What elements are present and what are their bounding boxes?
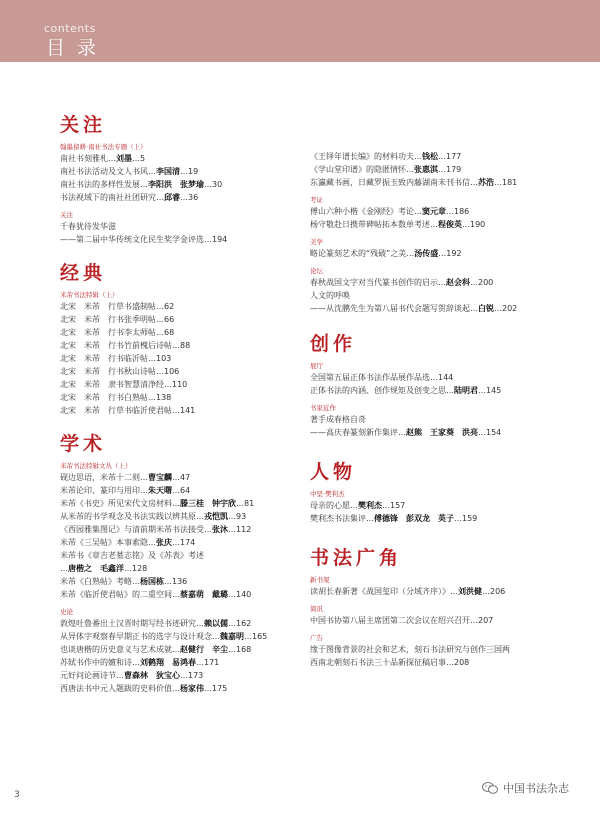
toc-entry xyxy=(60,669,298,682)
toc-entry xyxy=(310,247,550,260)
entry-title: 北宋 米芾 行书秋山诗帖… xyxy=(60,367,164,376)
toc-entry xyxy=(310,176,550,189)
section-subtitle: 中坚·樊利杰 xyxy=(310,490,345,498)
entry-title: 南社书法的多样性发展… xyxy=(60,180,148,189)
entry-title: 北宋 米芾 行书竹前槐后诗帖… xyxy=(60,341,180,350)
entry-title: ——第二届中华传统文化民生奖学金评选 xyxy=(60,235,204,244)
entry-title: 《学山堂印谱》的隐匿情怀… xyxy=(310,165,414,174)
toc-entry xyxy=(310,205,550,218)
toc-entry xyxy=(60,404,298,417)
entry-title: 缘于图像背景的社会和艺术，刻石书法研究与创作三国两 xyxy=(310,645,510,654)
toc-entry xyxy=(60,471,298,484)
toc-entry xyxy=(60,391,298,404)
entry-page: 144 xyxy=(438,373,454,382)
entry-title: 米芾论印、篆印与用印… xyxy=(60,486,148,495)
toc-entry xyxy=(60,617,298,630)
toc-entry xyxy=(60,365,298,378)
entry-author: 杨国栋 xyxy=(140,577,164,586)
toc-entry xyxy=(60,536,298,549)
toc-entry xyxy=(60,378,298,391)
entry-title: 《王铎年谱长编》的材料功夫… xyxy=(310,152,422,161)
entry-author: 陆明君 xyxy=(454,386,478,395)
entry-title: 北宋 米芾 行书临沂帖… xyxy=(60,354,156,363)
entry-page: 207 xyxy=(478,616,494,625)
contents-header-band xyxy=(0,0,600,62)
entry-author: 钱松 xyxy=(422,152,438,161)
section-subtitle: 论坛 xyxy=(310,267,323,275)
entry-page: …159 xyxy=(454,514,478,523)
entry-title: 南社书法活动及文人书风… xyxy=(60,167,156,176)
entry-author: 窦元章 xyxy=(422,207,446,216)
entry-page: …165 xyxy=(244,632,268,641)
entry-author: 杨家伟 xyxy=(180,684,204,693)
toc-entry xyxy=(60,339,298,352)
entry-title: 从米芾的书学观念及书法实践以辨其原… xyxy=(60,512,204,521)
entry-author: 程俊英 xyxy=(438,220,462,229)
toc-entry xyxy=(60,497,298,510)
toc-entry xyxy=(310,512,550,525)
entry-author: 戎恺凯 xyxy=(204,512,228,521)
entry-author: 刘墨 xyxy=(116,154,132,163)
entry-page: …145 xyxy=(478,386,502,395)
toc-entry xyxy=(60,523,298,536)
entry-author: 曹宝麟 xyxy=(148,473,172,482)
entry-title: 母亲的心愿… xyxy=(310,501,358,510)
entry-page: …200 xyxy=(470,278,494,287)
entry-title: 南社书刻雅札… xyxy=(60,154,116,163)
entry-author: 邱睿 xyxy=(164,193,180,202)
entry-title: 苏轼书作中的嬗和诗… xyxy=(60,658,140,667)
toc-entry xyxy=(310,163,550,176)
entry-title: 米芾《临沂使君帖》的二重空间… xyxy=(60,590,180,599)
entry-page: …162 xyxy=(228,619,252,628)
brand-watermark xyxy=(482,780,569,796)
toc-entry xyxy=(310,218,550,231)
toc-entry xyxy=(310,150,550,163)
section-subtitle: 简讯 xyxy=(310,605,323,613)
toc-entry xyxy=(310,289,550,302)
wechat-icon xyxy=(482,782,498,794)
toc-entry xyxy=(310,276,550,289)
page-number: 3 xyxy=(14,790,20,800)
toc-entry xyxy=(60,313,298,326)
section-subtitle: 广告 xyxy=(310,634,323,642)
entry-page: …177 xyxy=(438,152,462,161)
entry-author: 赵熊 王家葵 洪亮 xyxy=(406,428,478,437)
section-title: 人物 xyxy=(310,461,357,483)
contents-label-en: contents xyxy=(44,22,96,35)
entry-page: …140 xyxy=(228,590,252,599)
toc-right-column xyxy=(310,150,550,669)
entry-author: 樊利杰 xyxy=(358,501,382,510)
entry-title: 米芾《三吴帖》本事索隐… xyxy=(60,538,156,547)
entry-author: 赵健行 辛尘 xyxy=(180,645,228,654)
section-subtitle: 史论 xyxy=(60,608,73,616)
entry-page: 141 xyxy=(180,406,196,415)
entry-title: 元好问论画诗节… xyxy=(60,671,124,680)
entry-title: 砚边思语，米芾十二则… xyxy=(60,473,148,482)
toc-entry xyxy=(60,510,298,523)
toc-entry xyxy=(310,426,550,439)
entry-page: …190 xyxy=(462,220,486,229)
entry-author: 张沐 xyxy=(212,525,228,534)
entry-title: 春秋战国文字对当代篆书创作的启示… xyxy=(310,278,446,287)
toc-entry xyxy=(60,152,298,165)
entry-page: …154 xyxy=(478,428,502,437)
entry-title: 中国书协第八届主席团第二次会议在绍兴召开… xyxy=(310,616,478,625)
entry-author: 赖以儒 xyxy=(204,619,228,628)
entry-title: 《西园雅集图记》与清前期米芾书法接受… xyxy=(60,525,212,534)
contents-title: 目 录 xyxy=(46,37,100,59)
toc-entry xyxy=(60,656,298,669)
toc-entry xyxy=(60,562,298,575)
entry-page: 110 xyxy=(172,380,188,389)
entry-page: …186 xyxy=(446,207,470,216)
entry-author: 傅德锋 彭双龙 英子 xyxy=(374,514,454,523)
entry-page: …136 xyxy=(164,577,188,586)
entry-title: 北宋 米芾 隶书智慧清净经… xyxy=(60,380,172,389)
section-title: 书法广角 xyxy=(310,547,403,569)
entry-author: 张庆 xyxy=(156,538,172,547)
entry-page: …157 xyxy=(382,501,406,510)
entry-title: ——高庆春篆刻新作集评… xyxy=(310,428,406,437)
entry-page: …206 xyxy=(482,587,506,596)
toc-entry xyxy=(60,630,298,643)
entry-title: ——从沈鹏先生为第八届书代会题写贺辞谈起… xyxy=(310,304,478,313)
section-subtitle: 展厅 xyxy=(310,362,323,370)
entry-author: 李阳洪 张梦瑜 xyxy=(148,180,204,189)
entry-page: …81 xyxy=(236,499,255,508)
entry-page: …174 xyxy=(172,538,196,547)
entry-author: 白锐 xyxy=(478,304,494,313)
entry-author: 赵会科 xyxy=(446,278,470,287)
toc-entry xyxy=(60,484,298,497)
entry-author: 刘洪健 xyxy=(458,587,482,596)
entry-title: 著手成春格自奇 xyxy=(310,415,366,424)
entry-page: 208 xyxy=(454,658,470,667)
toc-entry xyxy=(60,191,298,204)
entry-title: 西南北朝刻石书法三十品新探征稿启事… xyxy=(310,658,454,667)
section-title: 经典 xyxy=(60,262,107,284)
entry-title: 北宋 米芾 行书白熟帖… xyxy=(60,393,156,402)
section-subtitle: 美学 xyxy=(310,238,323,246)
toc-entry xyxy=(60,300,298,313)
entry-author: 刘鹤翔 易鸿春 xyxy=(140,658,196,667)
entry-page: …168 xyxy=(228,645,252,654)
entry-title: 北宋 米芾 行书李太师帖… xyxy=(60,328,164,337)
entry-page: 88 xyxy=(180,341,191,350)
section-subtitle: 关注 xyxy=(60,211,73,219)
section-subtitle: 米芾书法特辑文丛（上） xyxy=(60,462,132,470)
toc-entry xyxy=(60,165,298,178)
toc-entry xyxy=(60,220,298,233)
entry-title: … xyxy=(60,564,68,573)
entry-page: 106 xyxy=(164,367,180,376)
entry-page: …112 xyxy=(228,525,252,534)
entry-title: 傅山六种小楷《金刚经》考论… xyxy=(310,207,422,216)
toc-entry xyxy=(60,643,298,656)
toc-entry xyxy=(310,384,550,397)
toc-entry xyxy=(60,326,298,339)
entry-page: …47 xyxy=(172,473,191,482)
entry-author: 张惠淇 xyxy=(414,165,438,174)
entry-title: 略论篆刻艺术的“残破”之美… xyxy=(310,249,415,258)
entry-title: 北宋 米芾 行书张季明帖… xyxy=(60,315,164,324)
toc-entry xyxy=(60,588,298,601)
section-subtitle: 考证 xyxy=(310,196,323,204)
section-subtitle: 翰墨留耕·南社书法专题（上） xyxy=(60,143,147,151)
entry-title: 米芾《书史》所见宋代文房材料… xyxy=(60,499,180,508)
entry-title: 千春犹待发华滋 xyxy=(60,222,116,231)
entry-page: …30 xyxy=(204,180,223,189)
entry-author: 滕三桂 钟宇欣 xyxy=(180,499,236,508)
toc-entry xyxy=(310,643,550,656)
toc-entry xyxy=(310,614,550,627)
entry-page: …171 xyxy=(196,658,220,667)
toc-entry xyxy=(60,549,298,562)
entry-title: 米芾《白熟帖》考略… xyxy=(60,577,140,586)
section-subtitle: 新书架 xyxy=(310,576,330,584)
entry-page: …192 xyxy=(438,249,462,258)
entry-author: 曹森林 狄宝心 xyxy=(124,671,180,680)
entry-title: 也谈唐楷的历史意义与艺术成就… xyxy=(60,645,180,654)
entry-author: 李国清 xyxy=(156,167,180,176)
toc-entry xyxy=(310,302,550,315)
entry-page: …19 xyxy=(180,167,199,176)
entry-page: …181 xyxy=(494,178,518,187)
entry-page: 103 xyxy=(156,354,172,363)
entry-title: 樊利杰书法集评… xyxy=(310,514,374,523)
entry-author: 蔡嘉萌 戴璐 xyxy=(180,590,228,599)
entry-title: 米芾书《章吉老墓志铭》及《苏表》考述 xyxy=(60,551,204,560)
toc-entry xyxy=(60,352,298,365)
toc-entry xyxy=(60,233,298,246)
section-title: 学术 xyxy=(60,433,107,455)
entry-title: 正体书法的内涵、创作规矩及创变之思… xyxy=(310,386,454,395)
entry-page: 66 xyxy=(164,315,175,324)
section-subtitle: 书家近作 xyxy=(310,404,336,412)
entry-author: 唐楷之 毛鑫洋 xyxy=(68,564,124,573)
toc-entry xyxy=(310,499,550,512)
entry-author: 汤传盛 xyxy=(414,249,439,258)
entry-page: …64 xyxy=(172,486,191,495)
toc-entry xyxy=(310,656,550,669)
toc-entry xyxy=(310,413,550,426)
entry-title: 东瀛藏书画，日藏罗振玉致内藤湖南未刊书信… xyxy=(310,178,478,187)
entry-page: …5 xyxy=(132,154,146,163)
entry-page: …194 xyxy=(204,235,228,244)
entry-title: 北宋 米芾 行草书盛制帖… xyxy=(60,302,164,311)
entry-title: 敦煌吐鲁番出土汉晋时期写经书迹研究… xyxy=(60,619,204,628)
toc-entry xyxy=(60,682,298,695)
entry-title: 北宋 米芾 行草书临沂使君帖… xyxy=(60,406,180,415)
entry-title: 人文的呼唤 xyxy=(310,291,350,300)
toc-entry xyxy=(310,371,550,384)
entry-author: 魏嘉明 xyxy=(220,632,244,641)
entry-page: …175 xyxy=(204,684,228,693)
entry-page: …173 xyxy=(180,671,204,680)
brand-name: 中国书法杂志 xyxy=(503,782,569,795)
section-subtitle: 米芾书法特辑（上） xyxy=(60,291,119,299)
entry-page: 68 xyxy=(164,328,175,337)
entry-title: 全国第五届正体书法作品展作品选… xyxy=(310,373,438,382)
entry-page: …93 xyxy=(228,512,247,521)
entry-title: 书法视域下的南社社团研究… xyxy=(60,193,164,202)
entry-title: 读胡长春新著《战国玺印（分域齐序）》… xyxy=(310,587,458,596)
entry-page: …179 xyxy=(438,165,462,174)
entry-title: 杨守敬赴日携带碑帖拓本数单考述… xyxy=(310,220,438,229)
toc-entry xyxy=(60,178,298,191)
entry-page: …128 xyxy=(124,564,148,573)
entry-author: 苏浩 xyxy=(478,178,494,187)
entry-page: …202 xyxy=(494,304,518,313)
entry-page: 138 xyxy=(156,393,172,402)
entry-title: 从异体字观察春早期正书的选字与设计观念… xyxy=(60,632,220,641)
section-title: 关注 xyxy=(60,114,107,136)
entry-author: 朱天曙 xyxy=(148,486,172,495)
entry-page: 62 xyxy=(164,302,175,311)
entry-title: 西唐法书中元人题跋的史料价值… xyxy=(60,684,180,693)
section-title: 创作 xyxy=(310,333,357,355)
toc-entry xyxy=(310,585,550,598)
entry-page: …36 xyxy=(180,193,199,202)
toc-entry xyxy=(60,575,298,588)
toc-left-column xyxy=(60,100,298,695)
